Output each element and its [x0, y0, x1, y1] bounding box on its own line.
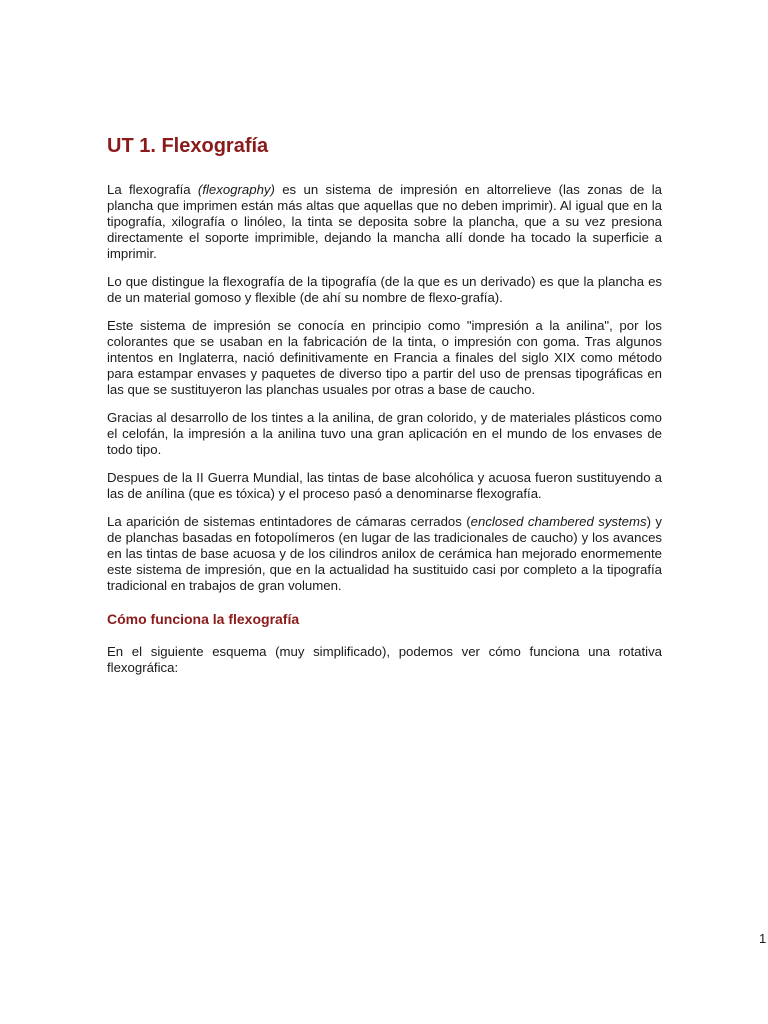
- paragraph-5: Despues de la II Guerra Mundial, las tintas de base alcohólica y acuosa fueron sustituyendo a las de anílina (que es tóxica) y el proceso pasó a denominarse flexografía.: [107, 470, 662, 501]
- paragraph-6-start: La aparición de sistemas entintadores de cámaras cerrados (: [107, 514, 471, 529]
- closing-paragraph: En el siguiente esquema (muy simplificado), podemos ver cómo funciona una rotativa flexográfica:: [107, 644, 662, 675]
- page-number: 1: [759, 931, 767, 946]
- paragraph-1-start: La flexografía: [107, 182, 198, 197]
- paragraph-3: Este sistema de impresión se conocía en principio como "impresión a la anilina", por los colorantes que se usaban en la fabricación de la tinta, o impresión con goma. Tras algunos intentos en Inglaterra, nació definitivamente en Francia a finales del siglo XIX como método para estampar envases y paquetes de diverso tipo a partir del uso de prensas tipográficas en las que se sustituyeron las planchas usuales por otras a base de caucho.: [107, 318, 662, 397]
- paragraph-6-italic: enclosed chambered systems: [470, 514, 647, 529]
- paragraph-1-italic: (flexography): [197, 182, 275, 197]
- document-body: [107, 182, 662, 688]
- paragraph-4: Gracias al desarrollo de los tintes a la anilina, de gran colorido, y de materiales plásticos como el celofán, la impresión a la anilina tuvo una gran aplicación en el mundo de los envases de todo tipo.: [107, 410, 662, 457]
- paragraph-1-end: es un sistema de impresión en altorrelieve (las zonas de la plancha que imprimen están más altas que aquellas que no deben imprimir). Al igual que en la tipografía, xilografía o linóleo, la tinta se deposita sobre la plancha, que a su vez presiona directamente el soporte imprimible, dejando la mancha allí donde ha tocado la superficie a imprimir.: [107, 182, 662, 261]
- document-title: UT 1. Flexografía: [107, 135, 269, 157]
- paragraph-1: [107, 182, 662, 262]
- paragraph-6-end: ) y de planchas basadas en fotopolímeros (en lugar de las tradicionales de caucho) y los avances en las tintas de base acuosa y de los cilindros anilox de cerámica han mejorado enormemente este sistema de impresión, que en la actualidad ha sustituido casi por completo a la tipografía tradicional en trabajos de gran volumen.: [107, 514, 662, 593]
- paragraph-6: [107, 514, 662, 594]
- section-heading: Cómo funciona la flexografía: [107, 611, 300, 627]
- paragraph-2: Lo que distingue la flexografía de la tipografía (de la que es un derivado) es que la plancha es de un material gomoso y flexible (de ahí su nombre de flexo-grafía).: [107, 274, 662, 305]
